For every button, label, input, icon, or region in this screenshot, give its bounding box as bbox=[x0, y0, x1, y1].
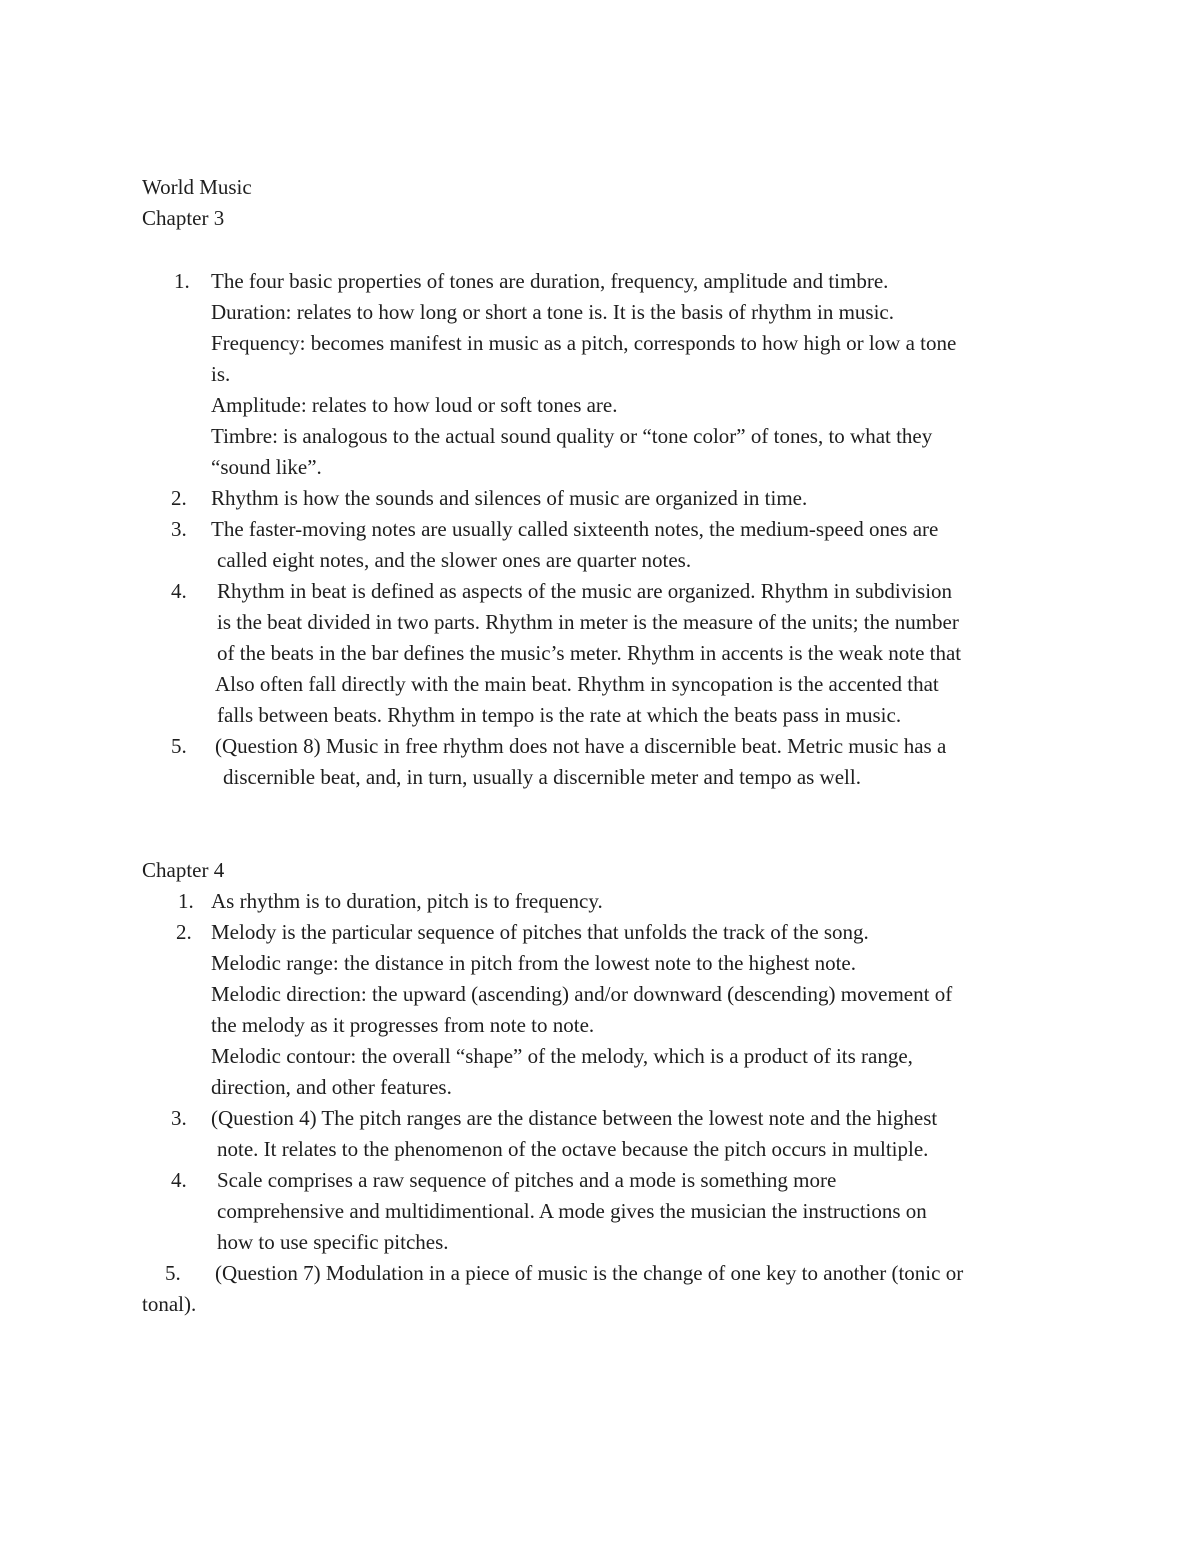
document-title: World Music bbox=[142, 175, 252, 199]
ch4-item-5-line: (Question 7) Modulation in a piece of music is the change of one key to another (tonic or bbox=[215, 1261, 964, 1285]
ch3-item-4-line: of the beats in the bar defines the music’s meter. Rhythm in accents is the weak note that bbox=[217, 641, 962, 665]
ch4-item-4-line: comprehensive and multidimentional. A mode gives the musician the instructions on bbox=[217, 1199, 927, 1223]
ch4-item-4-line: Scale comprises a raw sequence of pitches and a mode is something more bbox=[217, 1168, 837, 1192]
ch3-item-4-number: 4. bbox=[171, 579, 187, 603]
ch3-item-1-line: Frequency: becomes manifest in music as a pitch, corresponds to how high or low a tone bbox=[211, 331, 957, 355]
ch3-item-3-number: 3. bbox=[171, 517, 187, 541]
ch3-item-4-line: falls between beats. Rhythm in tempo is the rate at which the beats pass in music. bbox=[217, 703, 902, 727]
ch3-item-1-number: 1. bbox=[174, 269, 190, 293]
ch3-item-1-line: The four basic properties of tones are duration, frequency, amplitude and timbre. bbox=[211, 269, 889, 293]
ch4-item-2-line: Melody is the particular sequence of pitches that unfolds the track of the song. bbox=[211, 920, 869, 944]
ch3-item-1-line: Amplitude: relates to how loud or soft tones are. bbox=[211, 393, 618, 417]
ch3-item-3-line: The faster-moving notes are usually called sixteenth notes, the medium-speed ones are bbox=[211, 517, 939, 541]
ch4-item-5-number: 5. bbox=[165, 1261, 181, 1285]
ch4-item-1-line: As rhythm is to duration, pitch is to frequency. bbox=[211, 889, 603, 913]
ch4-item-2-line: direction, and other features. bbox=[211, 1075, 452, 1099]
ch4-item-1-number: 1. bbox=[178, 889, 194, 913]
ch3-item-4-line: is the beat divided in two parts. Rhythm in meter is the measure of the units; the number bbox=[217, 610, 959, 634]
ch3-item-5-number: 5. bbox=[171, 734, 187, 758]
ch4-item-3-line: (Question 4) The pitch ranges are the distance between the lowest note and the highest bbox=[211, 1106, 938, 1130]
ch4-item-2-line: Melodic range: the distance in pitch from the lowest note to the highest note. bbox=[211, 951, 857, 975]
ch3-item-5-line: (Question 8) Music in free rhythm does not have a discernible beat. Metric music has a bbox=[215, 734, 947, 758]
ch3-item-1-line: “sound like”. bbox=[211, 455, 322, 479]
ch4-item-4-number: 4. bbox=[171, 1168, 187, 1192]
ch3-item-1-line: Duration: relates to how long or short a tone is. It is the basis of rhythm in music. bbox=[211, 300, 894, 324]
ch4-item-4-line: how to use specific pitches. bbox=[217, 1230, 449, 1254]
ch4-item-5-line: tonal). bbox=[142, 1292, 197, 1316]
ch4-item-3-line: note. It relates to the phenomenon of the octave because the pitch occurs in multiple. bbox=[217, 1137, 929, 1161]
ch3-item-4-line: Also often fall directly with the main beat. Rhythm in syncopation is the accented that bbox=[215, 672, 939, 696]
chapter-4-heading: Chapter 4 bbox=[142, 858, 225, 882]
ch3-item-1-line: is. bbox=[211, 362, 231, 386]
ch4-item-2-line: Melodic direction: the upward (ascending) and/or downward (descending) movement of bbox=[211, 982, 953, 1006]
ch4-item-3-number: 3. bbox=[171, 1106, 187, 1130]
ch3-item-1-line: Timbre: is analogous to the actual sound quality or “tone color” of tones, to what they bbox=[211, 424, 933, 448]
ch4-item-2-line: the melody as it progresses from note to note. bbox=[211, 1013, 595, 1037]
ch3-item-4-line: Rhythm in beat is defined as aspects of the music are organized. Rhythm in subdivision bbox=[217, 579, 953, 603]
chapter-3-heading: Chapter 3 bbox=[142, 206, 225, 230]
ch4-item-2-number: 2. bbox=[176, 920, 192, 944]
ch3-item-5-line: discernible beat, and, in turn, usually a discernible meter and tempo as well. bbox=[223, 765, 861, 789]
ch3-item-3-line: called eight notes, and the slower ones are quarter notes. bbox=[217, 548, 692, 572]
ch3-item-2-line: Rhythm is how the sounds and silences of music are organized in time. bbox=[211, 486, 808, 510]
ch3-item-2-number: 2. bbox=[171, 486, 187, 510]
ch4-item-2-line: Melodic contour: the overall “shape” of the melody, which is a product of its range, bbox=[211, 1044, 913, 1068]
